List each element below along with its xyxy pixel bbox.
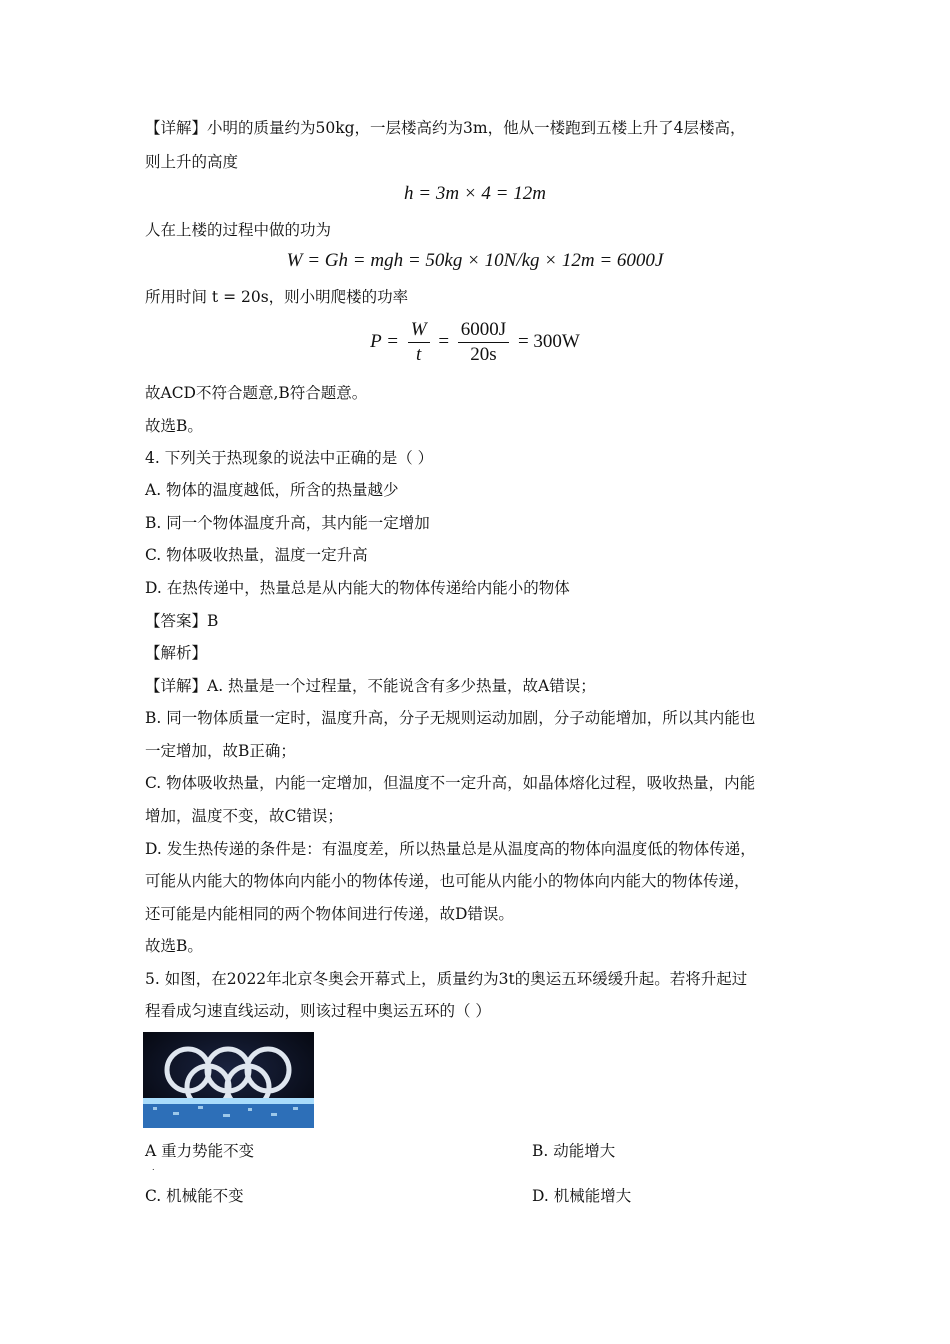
question-4: 4. 下列关于热现象的说法中正确的是（ ） (145, 449, 434, 467)
option-b: B. 同一个物体温度升高，其内能一定增加 (145, 514, 430, 532)
text-line: D. 发生热传递的条件是：有温度差，所以热量总是从温度高的物体向温度低的物体传递， (145, 840, 756, 858)
text-line: C. 物体吸收热量，内能一定增加，但温度不一定升高，如晶体熔化过程，吸收热量，内能 (145, 774, 756, 792)
option-c: C. 机械能不变 (145, 1187, 244, 1205)
fraction-numerator: 6000J (458, 318, 509, 343)
equals-sign: = (438, 330, 450, 352)
option-a: A 重力势能不变 (145, 1142, 255, 1160)
option-d: D. 在热传递中，热量总是从内能大的物体传递给内能小的物体 (145, 579, 570, 597)
text-line: 程看成匀速直线运动，则该过程中奥运五环的（ ） (145, 1002, 491, 1020)
olympic-rings-icon (143, 1032, 314, 1128)
text-line: 故ACD不符合题意,B符合题意。 (145, 384, 368, 402)
answer-label: 【答案】B (145, 612, 219, 630)
fraction-denominator: t (416, 344, 422, 365)
text-line: 【详解】A. 热量是一个过程量，不能说含有多少热量，故A错误； (145, 677, 596, 695)
option-a: A. 物体的温度越低，所含的热量越少 (145, 481, 399, 499)
text-line: 人在上楼的过程中做的功为 (145, 221, 332, 239)
text-line: 所用时间 t = 20s，则小明爬楼的功率 (145, 288, 409, 306)
text-line: B. 同一物体质量一定时，温度升高，分子无规则运动加剧，分子动能增加，所以其内能也 (145, 709, 756, 727)
text-line: 增加，温度不变，故C错误； (145, 807, 343, 825)
equation-work: W = Gh = mgh = 50kg × 10N/kg × 12m = 6000J (286, 250, 664, 271)
fraction-values (458, 318, 509, 367)
text-line: 还可能是内能相同的两个物体间进行传递，故D错误。 (145, 905, 514, 923)
fraction-denominator: 20s (470, 344, 497, 365)
option-c: C. 物体吸收热量，温度一定升高 (145, 546, 368, 564)
text-line: 【详解】小明的质量约为50kg，一层楼高约为3m，他从一楼跑到五楼上升了4层楼高， (145, 119, 746, 137)
text-line: 一定增加，故B正确； (145, 742, 296, 760)
power-result: = 300W (517, 330, 580, 352)
option-d: D. 机械能增大 (532, 1187, 632, 1205)
text-line: 故选B。 (145, 417, 203, 435)
option-b: B. 动能增大 (532, 1142, 616, 1160)
stray-dot: . (152, 1163, 155, 1172)
power-symbol: P = (370, 330, 399, 352)
text-line: 故选B。 (145, 937, 203, 955)
analysis-label: 【解析】 (145, 644, 208, 662)
fraction-w-over-t (408, 318, 430, 367)
text-line: 则上升的高度 (145, 153, 239, 171)
olympic-rings-image (143, 1032, 314, 1128)
equation-height: h = 3m × 4 = 12m (404, 183, 546, 204)
question-5: 5. 如图，在2022年北京冬奥会开幕式上，质量约为3t的奥运五环缓缓升起。若将升起过 (145, 970, 748, 988)
fraction-numerator: W (408, 318, 430, 343)
text-line: 可能从内能大的物体向内能小的物体传递，也可能从内能小的物体向内能大的物体传递， (145, 872, 750, 890)
equation-power (0, 318, 950, 367)
